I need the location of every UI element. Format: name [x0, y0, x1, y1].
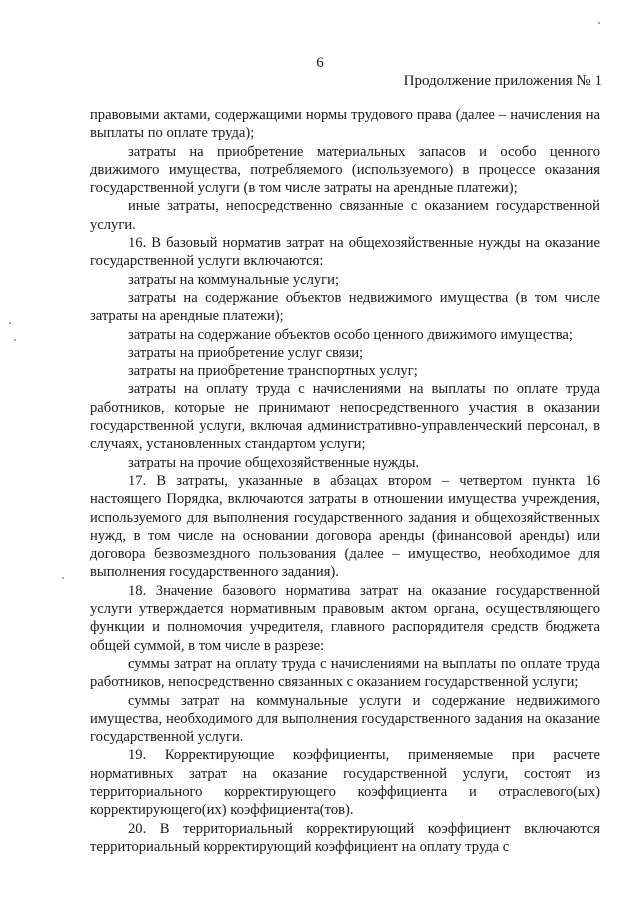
paragraph: 18. Значение базового норматива затрат на оказание государственной услуги утверждается нормативным правовым актом органа, осуществляющего функции и полномочия учредителя, главного распорядителя средств бюджета общей суммой, в том числе в разрезе: — [90, 582, 600, 654]
paragraph: затраты на оплату труда с начислениями на выплаты по оплате труда работников, которые не принимают непосредственного участия в оказании государственной услуги, включая административно-управленческий персонал, в случаях, установленных стандартом услуги; — [90, 381, 600, 453]
paragraph: затраты на коммунальные услуги; — [128, 271, 340, 288]
paragraph: правовыми актами, содержащими нормы трудового права (далее – начисления на выплаты по оплате труда); — [90, 107, 600, 142]
paragraph: затраты на прочие общехозяйственные нужды. — [128, 454, 420, 471]
paragraph: затраты на содержание объектов особо ценного движимого имущества; — [128, 326, 573, 343]
scan-speck — [62, 577, 64, 579]
appendix-label: Продолжение приложения № 1 — [403, 73, 602, 89]
paragraph: суммы затрат на коммунальные услуги и содержание недвижимого имущества, необходимого для выполнения государственного задания на оказание государственной услуги. — [90, 692, 600, 746]
paragraph: 20. В территориальный корректирующий коэффициент включаются территориальный корректирующий коэффициент на оплату труда с — [90, 820, 600, 855]
scan-speck — [9, 322, 11, 324]
scan-speck — [14, 339, 16, 341]
paragraph: 16. В базовый норматив затрат на общехозяйственные нужды на оказание государственной услуги включаются: — [90, 235, 600, 270]
paragraph: суммы затрат на оплату труда с начислениями на выплаты по оплате труда работников, непосредственно связанных с оказанием государственной услуги; — [90, 655, 600, 691]
paragraph: затраты на приобретение транспортных услуг; — [128, 363, 418, 380]
paragraph: иные затраты, непосредственно связанные с оказанием государственной услуги. — [90, 198, 600, 233]
page-number: 6 — [316, 55, 324, 71]
paragraph: затраты на приобретение услуг связи; — [128, 344, 364, 361]
scan-speck — [598, 22, 600, 24]
document-body — [90, 106, 600, 856]
paragraph: затраты на содержание объектов недвижимого имущества (в том числе затраты на арендные платежи); — [90, 289, 600, 325]
paragraph: 17. В затраты, указанные в абзацах втором – четвертом пункта 16 настоящего Порядка, включаются затраты в отношении имущества учреждения, используемого для выполнения государственного задания и общехозяйственных нужд, в том числе на основании договора аренды (финансовой аренды) или договора безвозмездного пользования (далее – имущество, необходимое для выполнения государственного задания). — [90, 472, 600, 581]
paragraph: затраты на приобретение материальных запасов и особо ценного движимого имущества, потребляемого (используемого) в процессе оказания государственной услуги (в том числе затраты на арендные платежи); — [90, 143, 600, 197]
paragraph: 19. Корректирующие коэффициенты, применяемые при расчете нормативных затрат на оказание государственной услуги, состоят из территориального корректирующего коэффициента и отраслевого(ых) корректирующего(их) коэффициента(тов). — [90, 747, 600, 819]
